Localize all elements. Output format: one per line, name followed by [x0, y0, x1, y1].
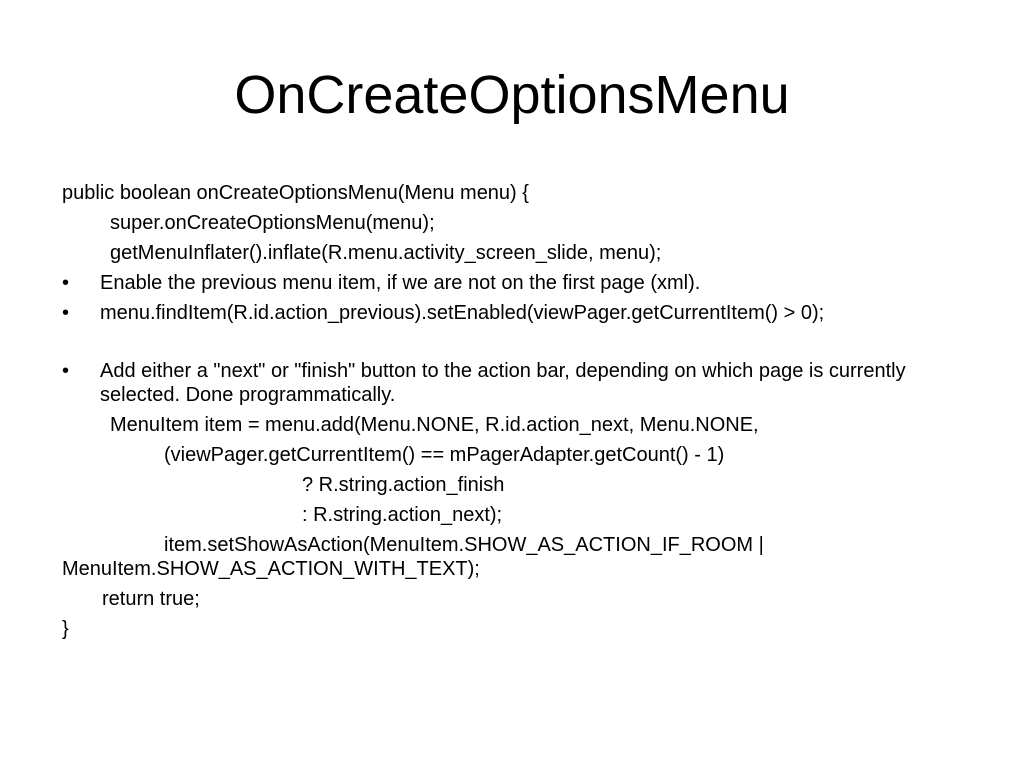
spacer [62, 328, 962, 356]
code-line-super-call: super.onCreateOptionsMenu(menu); [110, 212, 435, 234]
bullet-icon: • [62, 302, 70, 324]
bullet-text: menu.findItem(R.id.action_previous).setEnabled(viewPager.getCurrentItem() > 0); [100, 302, 825, 324]
bullet-item-add-next-finish [62, 356, 962, 410]
bullet-icon: • [62, 360, 70, 382]
slide-title: OnCreateOptionsMenu [234, 65, 790, 125]
code-line-set-show-as-action: item.setShowAsAction(MenuItem.SHOW_AS_ACTION_IF_ROOM | [164, 534, 764, 556]
code-line-method-signature: public boolean onCreateOptionsMenu(Menu menu) { [62, 182, 529, 204]
bullet-text: Enable the previous menu item, if we are not on the first page (xml). [100, 272, 701, 294]
code-line-closing-brace: } [62, 618, 69, 640]
code-line-condition: (viewPager.getCurrentItem() == mPagerAdapter.getCount() - 1) [164, 444, 725, 466]
bullet-text: Add either a "next" or "finish" button to the action bar, depending on which page is currently selected. Done programmatically. [100, 360, 906, 406]
code-line-inflate: getMenuInflater().inflate(R.menu.activity_screen_slide, menu); [110, 242, 662, 264]
code-line-next-option: : R.string.action_next); [302, 504, 503, 526]
code-line-menu-add: MenuItem item = menu.add(Menu.NONE, R.id.action_next, Menu.NONE, [110, 414, 759, 436]
slide-body [62, 178, 962, 644]
bullet-icon: • [62, 272, 70, 294]
code-line-finish-option: ? R.string.action_finish [302, 474, 505, 496]
bullet-item-enable-previous [62, 268, 962, 298]
code-line-show-as-action-text: MenuItem.SHOW_AS_ACTION_WITH_TEXT); [62, 558, 480, 580]
bullet-item-find-item [62, 298, 962, 328]
code-line-return: return true; [102, 588, 200, 610]
